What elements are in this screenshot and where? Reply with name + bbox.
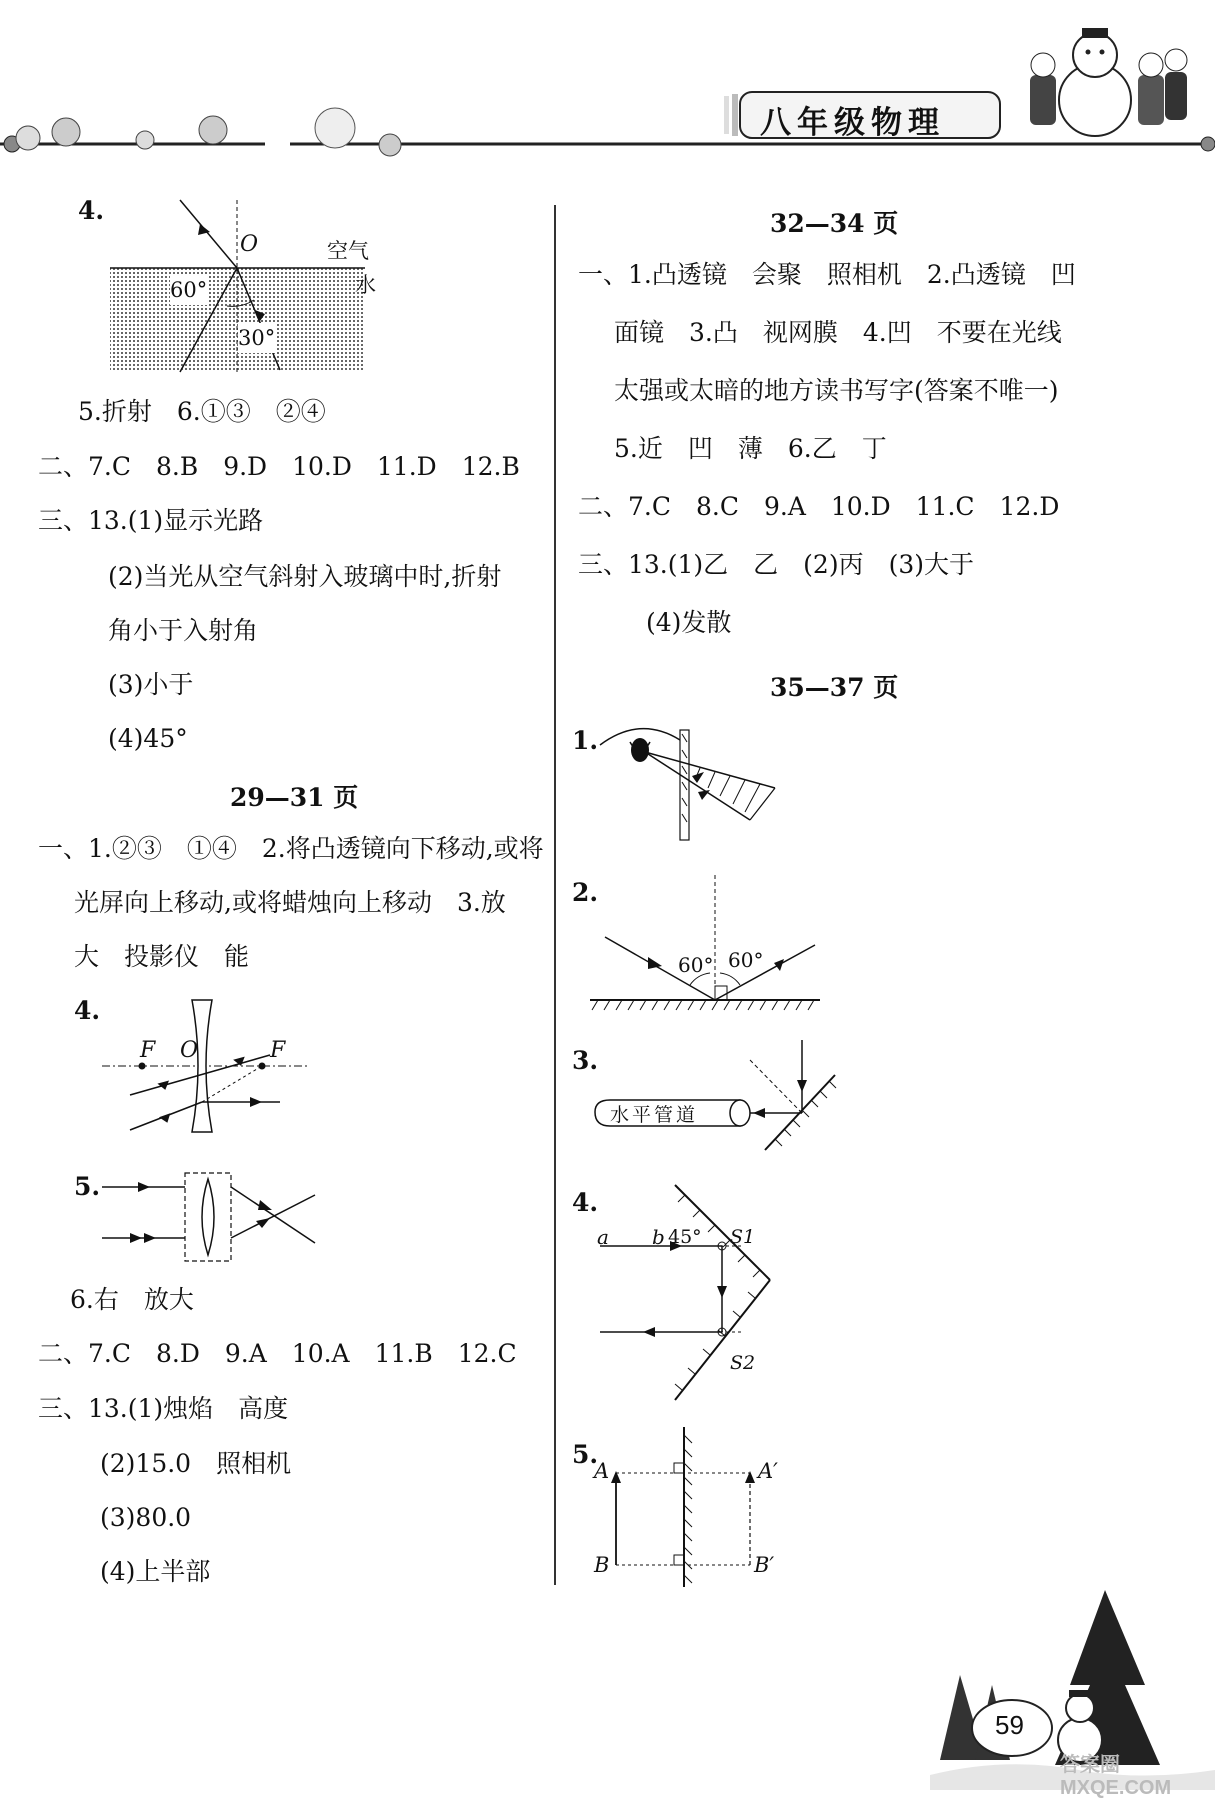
answer-line: 三、13.(1)显示光路 (38, 506, 264, 535)
label-b: b (652, 1225, 665, 1249)
answer-line: 二、7.C 8.B 9.D 10.D 11.D 12.B (38, 452, 520, 481)
q4-label: 4. (78, 196, 105, 225)
concave-lens-diagram (100, 1000, 320, 1140)
fig2-label: 2. (572, 878, 599, 907)
fig5-label: 5. (572, 1440, 599, 1469)
answer-line: 面镜 3.凸 视网膜 4.凹 不要在光线 (614, 318, 1062, 347)
answer-line: 三、13.(1)烛焰 高度 (38, 1394, 289, 1423)
answer-line: (3)80.0 (100, 1503, 192, 1532)
label-s1: S1 (730, 1226, 756, 1248)
answer-line: 大 投影仪 能 (74, 942, 250, 971)
label-angle-60: 60° (170, 275, 207, 305)
label-o: O (240, 232, 259, 257)
answer-line: 6.右 放大 (70, 1285, 194, 1314)
answer-line: 太强或太暗的地方读书写字(答案不唯一) (614, 376, 1059, 405)
answer-line: 二、7.C 8.D 9.A 10.A 11.B 12.C (38, 1339, 517, 1368)
periscope-diagram (590, 1180, 790, 1405)
page-number: 59 (995, 1710, 1024, 1740)
answer-line: (2)15.0 照相机 (100, 1449, 292, 1478)
answer-line: (2)当光从空气斜射入玻璃中时,折射 (108, 562, 502, 591)
answer-line: (4)发散 (646, 608, 732, 637)
column-divider (554, 205, 556, 1585)
label-angle-45: 45° (668, 1226, 702, 1248)
label-b-prime: B′ (754, 1553, 775, 1577)
answer-line: 光屏向上移动,或将蜡烛向上移动 3.放 (74, 888, 506, 917)
fig1-label: 1. (572, 726, 599, 755)
q5-label: 5. (74, 1172, 101, 1201)
lens-box-diagram (100, 1165, 330, 1265)
label-angle-60: 60° (728, 948, 764, 972)
reflection-diagram (590, 875, 830, 1015)
label-water: 水 (355, 273, 376, 297)
answer-line: 三、13.(1)乙 乙 (2)丙 (3)大于 (578, 550, 974, 579)
label-air: 空气 (327, 239, 369, 263)
pipe-label: 水平管道 (610, 1104, 699, 1126)
answer-line: (4)上半部 (100, 1557, 211, 1586)
label-angle-30: 30° (238, 323, 275, 353)
label-a-prime: A′ (758, 1459, 778, 1483)
answer-line: 5.折射 6.①③ ②④ (78, 397, 326, 426)
watermark: 答案圈 MXQE.COM (1060, 1754, 1172, 1799)
label-f: F (270, 1038, 286, 1063)
label-f: F (140, 1038, 156, 1063)
answer-line: 5.近 凹 薄 6.乙 丁 (614, 434, 887, 463)
header-decoration (0, 0, 1215, 160)
answer-line: (4)45° (108, 724, 188, 753)
label-s2: S2 (730, 1352, 756, 1374)
answer-line: 角小于入射角 (108, 616, 259, 645)
label-b: B (594, 1553, 610, 1577)
answer-line: 一、1.凸透镜 会聚 照相机 2.凸透镜 凹 (578, 260, 1076, 289)
label-o: O (180, 1038, 199, 1063)
label-a: a (597, 1225, 609, 1249)
label-angle-60: 60° (678, 953, 714, 977)
answer-line: (3)小于 (108, 670, 194, 699)
answer-line: 一、1.②③ ①④ 2.将凸透镜向下移动,或将 (38, 834, 544, 863)
header-title: 八年级物理 (760, 105, 945, 141)
section-heading: 35—37 页 (770, 673, 899, 702)
fig3-label: 3. (572, 1046, 599, 1075)
q4b-label: 4. (74, 996, 101, 1025)
answer-line: 二、7.C 8.C 9.A 10.D 11.C 12.D (578, 492, 1060, 521)
section-heading: 32—34 页 (770, 209, 899, 238)
eye-mirror-diagram (600, 720, 800, 840)
section-heading: 29—31 页 (230, 783, 359, 812)
label-a: A (594, 1459, 610, 1483)
fig4-label: 4. (572, 1188, 599, 1217)
